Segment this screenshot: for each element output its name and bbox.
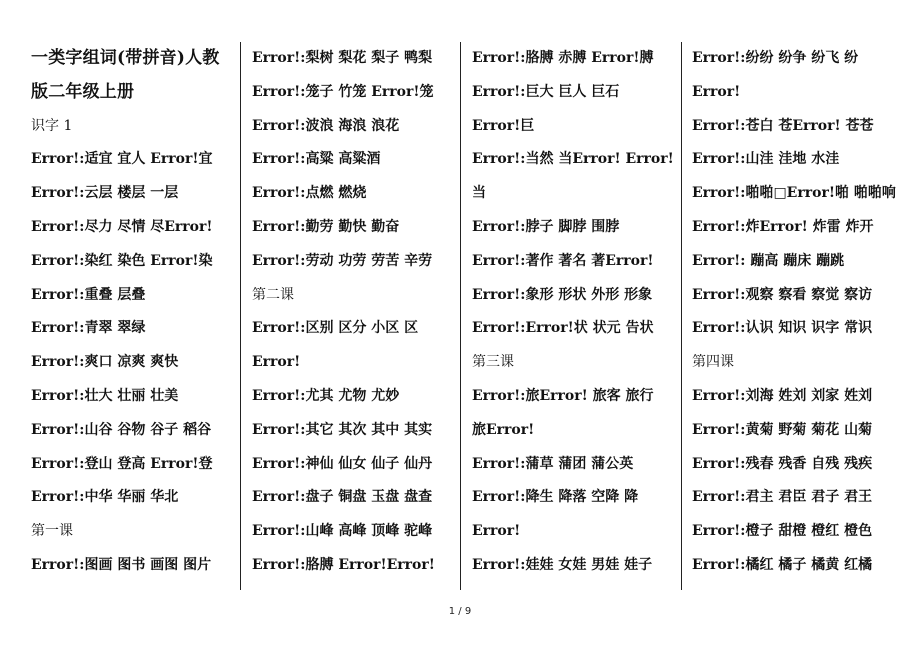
vocab-line: Error!:炸Error! 炸雷 炸开 [692, 218, 874, 235]
vocab-line: Error!巨 [472, 117, 535, 134]
vocab-line: Error!:青翠 翠绿 [31, 320, 146, 337]
vocab-line: Error!:云层 楼层 一层 [31, 185, 179, 202]
vocab-line: Error!:中华 华丽 华北 [31, 489, 179, 506]
vocab-line: 当 [472, 185, 486, 202]
vocab-line: Error! [692, 83, 741, 100]
document-title-line: 版二年级上册 [31, 81, 135, 102]
vocab-line: Error!:壮大 壮丽 壮美 [31, 387, 179, 404]
vocab-line: Error!:勤劳 勤快 勤奋 [252, 218, 400, 235]
vocab-line: Error!:点燃 燃烧 [252, 185, 367, 202]
text-column-2 [252, 42, 462, 590]
vocab-line: Error!:爽口 凉爽 爽快 [31, 354, 179, 371]
page-number: 1 / 9 [448, 606, 472, 617]
vocab-line: Error!:高粱 高粱酒 [252, 151, 381, 168]
vocab-line: Error!:当然 当Error! Error! [472, 151, 674, 168]
vocab-line: Error!:适宜 宜人 Error!宜 [31, 151, 213, 168]
lesson-heading: 识字 1 [31, 117, 73, 134]
vocab-line: Error! [252, 354, 301, 371]
vocab-line: Error!:登山 登高 Error!登 [31, 455, 213, 472]
vocab-line: Error!:脖子 脚脖 围脖 [472, 218, 620, 235]
vocab-line: Error!:黄菊 野菊 菊花 山菊 [692, 421, 873, 438]
vocab-line: Error!:尤其 尤物 尤妙 [252, 387, 400, 404]
vocab-line: Error!:山洼 洼地 水洼 [692, 151, 840, 168]
vocab-line: Error!:神仙 仙女 仙子 仙丹 [252, 455, 433, 472]
vocab-line: Error!:梨树 梨花 梨子 鸭梨 [252, 50, 433, 66]
vocab-line: Error!:观察 察看 察觉 察访 [692, 286, 873, 303]
lesson-heading: 第四课 [692, 354, 734, 371]
vocab-line: Error!:蒲草 蒲团 蒲公英 [472, 455, 634, 472]
vocab-line: Error!:盘子 铜盘 玉盘 盘查 [252, 489, 433, 506]
lesson-heading: 第一课 [31, 523, 73, 540]
text-column-3 [472, 42, 682, 590]
vocab-line: Error!:著作 著名 著Error! [472, 252, 654, 269]
lesson-heading: 第二课 [252, 286, 294, 303]
text-column-1 [31, 42, 241, 590]
column-divider [681, 42, 682, 590]
vocab-line: Error!:刘海 姓刘 刘家 姓刘 [692, 387, 873, 404]
vocab-line: Error!: 蹦高 蹦床 蹦跳 [692, 252, 845, 269]
vocab-line: Error!:巨大 巨人 巨石 [472, 83, 620, 100]
vocab-line: Error!:降生 降落 空降 降 [472, 489, 639, 506]
vocab-line: Error! [472, 523, 521, 540]
vocab-line: Error!:波浪 海浪 浪花 [252, 117, 400, 134]
document-title-line: 一类字组词(带拼音)人教 [31, 48, 220, 68]
vocab-line: Error!:啪啪□Error!啪 啪啪响 [692, 185, 896, 202]
vocab-line: Error!:劳动 功劳 劳苦 辛劳 [252, 252, 433, 269]
vocab-line: Error!:橘红 橘子 橘黄 红橘 [692, 556, 873, 573]
vocab-line: Error!:山谷 谷物 谷子 稻谷 [31, 421, 212, 438]
vocab-line: Error!:染红 染色 Error!染 [31, 252, 213, 269]
lesson-heading: 第三课 [472, 354, 514, 371]
vocab-line: Error!:重叠 层叠 [31, 286, 146, 303]
vocab-line: Error!:山峰 高峰 顶峰 驼峰 [252, 523, 433, 540]
vocab-line: Error!:笼子 竹笼 Error!笼 [252, 83, 434, 100]
vocab-line: Error!:苍白 苍Error! 苍苍 [692, 117, 874, 134]
vocab-line: Error!:尽力 尽情 尽Error! [31, 218, 213, 235]
vocab-line: Error!:认识 知识 识字 常识 [692, 320, 873, 337]
vocab-line: Error!:君主 君臣 君子 君王 [692, 489, 873, 506]
vocab-line: Error!:图画 图书 画图 图片 [31, 556, 212, 573]
vocab-line: Error!:区别 区分 小区 区 [252, 320, 419, 337]
vocab-line: 旅Error! [472, 421, 535, 438]
vocab-line: Error!:旅Error! 旅客 旅行 [472, 387, 654, 404]
text-column-4 [692, 42, 902, 590]
vocab-line: Error!:其它 其次 其中 其实 [252, 421, 433, 438]
column-divider [240, 42, 241, 590]
vocab-line: Error!:残春 残香 自残 残疾 [692, 455, 873, 472]
vocab-line: Error!:象形 形状 外形 形象 [472, 286, 653, 303]
vocab-line: Error!:橙子 甜橙 橙红 橙色 [692, 523, 873, 540]
vocab-line: Error!:胳膊 Error!Error! [252, 556, 435, 573]
column-divider [460, 42, 461, 590]
vocab-line: Error!:纷纷 纷争 纷飞 纷 [692, 50, 859, 66]
vocab-line: Error!:Error!状 状元 告状 [472, 320, 654, 337]
vocab-line: Error!:娃娃 女娃 男娃 娃子 [472, 556, 653, 573]
vocab-line: Error!:胳膊 赤膊 Error!膊 [472, 50, 654, 66]
